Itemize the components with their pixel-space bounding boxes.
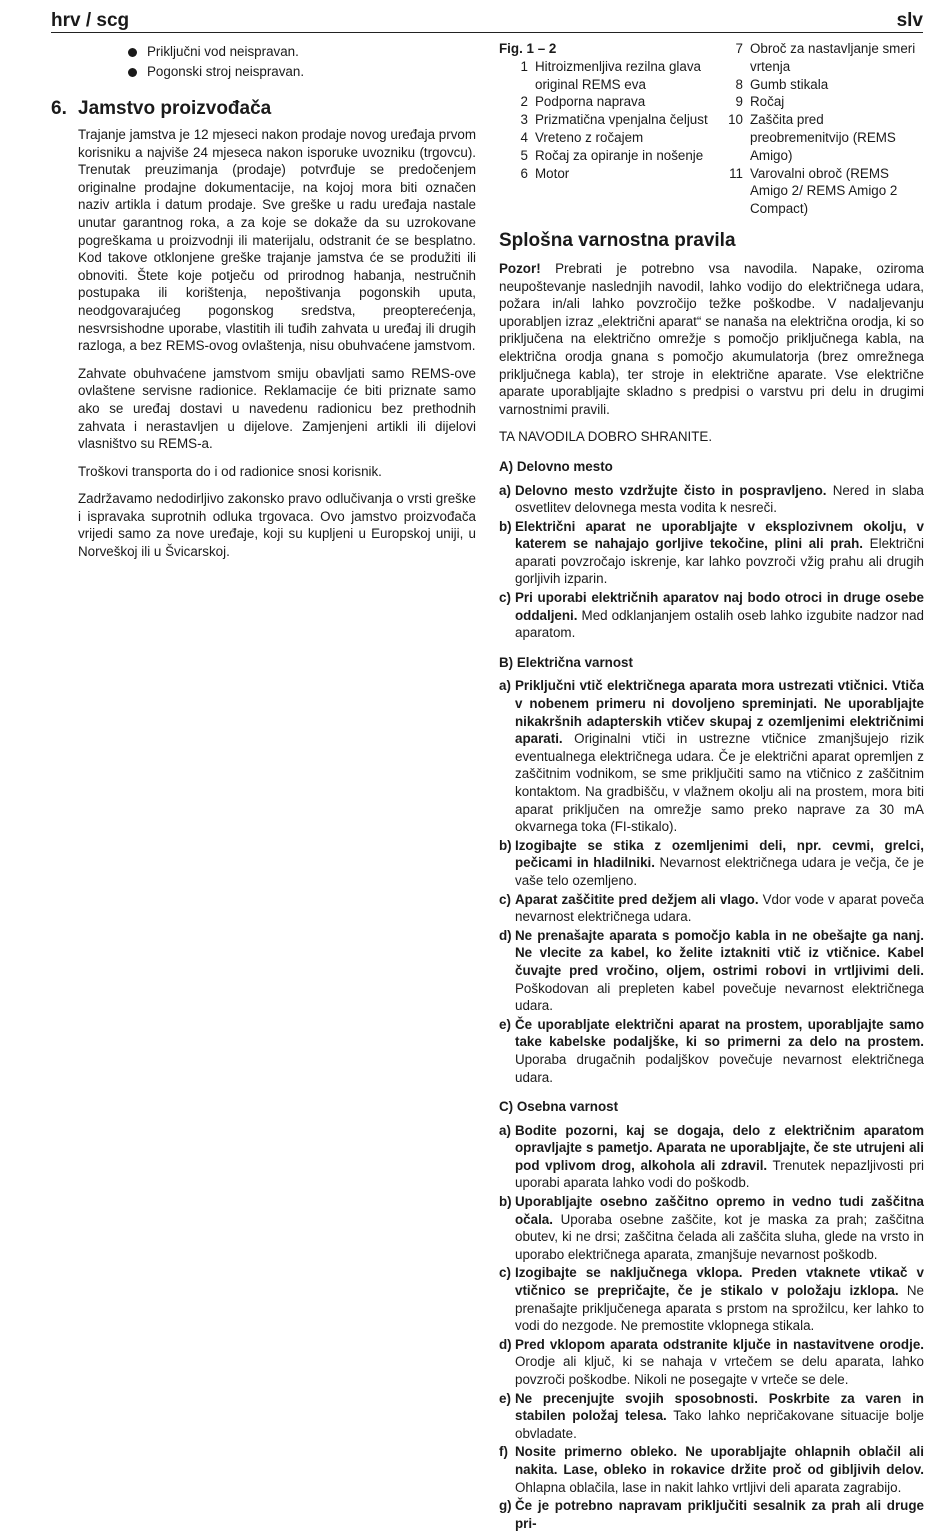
item-label: d) (499, 1336, 512, 1352)
list-item: Pogonski stroj neispravan. (147, 62, 476, 82)
left-column (51, 40, 476, 561)
page-title: Splošna varnostna pravila (499, 229, 736, 251)
list-item (499, 1193, 924, 1263)
page-header (51, 8, 923, 33)
item-text: Delovno mesto vzdržujte čisto in pospravljeno. Nered in slaba osvetlitev delovnega mesta vodita k nesreči. (515, 482, 924, 516)
legend-item (499, 111, 709, 129)
legend-number: 5 (520, 147, 528, 163)
legend-label: Zaščita pred preobremenitvijo (REMS Amigo) (750, 112, 896, 163)
legend-number: 8 (735, 76, 743, 92)
legend-label: Podporna naprava (535, 94, 646, 110)
item-text: Izogibajte se naključnega vklopa. Preden vtaknete vtikač v vtičnico se prepričajte, če je stikalo v položaju izklopa. Ne prenašajte priključenega aparata s prstom na sprožilcu, ker lahko to vodi do nezgode. Ne premostite vklopnega stikala. (515, 1265, 924, 1334)
bullet-icon (128, 48, 137, 57)
legend-item (499, 58, 709, 94)
item-label: a) (499, 482, 511, 498)
language-right: slv (896, 10, 923, 31)
keep-instructions: TA NAVODILA DOBRO SHRANITE. (499, 429, 713, 445)
item-label: a) (499, 678, 511, 694)
legend-label: Varovalni obroč (REMS Amigo 2/ REMS Amigo 2 Compact) (750, 165, 898, 217)
legend-label: Ročaj za opiranje in nošenje (535, 147, 704, 163)
paragraph: Troškovi transporta do i od radionice snosi korisnik. (78, 463, 382, 479)
legend-item (499, 93, 709, 111)
paragraph: Zadržavamo nedodirljivo zakonsko pravo odlučivanja o vrsti greške i ispravaka suprotnih odluka trgovaca. Ovo jamstvo proizvođača vrijedi samo za nove uređaje, koji su kupljeni u Europskoj uniji, u Norveškoj ili u Švicarskoj. (78, 491, 476, 560)
legend-item (709, 40, 924, 76)
item-label: e) (499, 1390, 511, 1406)
figure-title: Fig. 1 – 2 (499, 41, 557, 56)
list-item (499, 1122, 924, 1192)
legend-item (709, 111, 924, 164)
figure-legend (499, 40, 924, 218)
legend-number: 2 (520, 94, 528, 110)
list-item (499, 1443, 924, 1496)
item-text: Aparat zaščitite pred dežjem ali vlago. Vdor vode v aparat poveča nevarnost električnega udara. (515, 891, 924, 925)
legend-number: 1 (520, 58, 528, 74)
legend-label: Prizmatična vpenjalna čeljust (535, 112, 708, 128)
item-label: b) (499, 518, 512, 534)
section-title: 6. Jamstvo proizvođača (51, 98, 272, 119)
right-column (499, 40, 924, 1533)
safety-sections (499, 458, 924, 1532)
item-text: Če je potrebno napravam priključiti sesalnik za prah ali druge pri- (515, 1498, 924, 1531)
item-label: d) (499, 927, 512, 943)
legend-label: Obroč za nastavljanje smeri vrtenja (750, 41, 916, 74)
legend-number: 9 (735, 94, 743, 110)
list-item (499, 837, 924, 890)
section-number: 6. (51, 98, 67, 119)
legend-label: Vreteno z ročajem (535, 129, 644, 145)
legend-number: 3 (520, 112, 528, 128)
item-text: Pri uporabi električnih aparatov naj bodo otroci in druge osebe oddaljeni. Med odklanjanjem ostalih oseb lahko izgubite nadzor nad aparatom. (515, 590, 924, 641)
item-label: c) (499, 590, 511, 606)
item-label: a) (499, 1122, 511, 1138)
list-item (499, 589, 924, 642)
list-item: Priključni vod neispravan. (147, 42, 476, 62)
legend-item (499, 165, 709, 183)
item-text: Izogibajte se stika z ozemljenimi deli, npr. cevmi, grelci, pečicami in hladilniki. Nevarnost električnega udara je večja, če je vaše telo ozemljeno. (515, 837, 924, 888)
list-item (499, 1016, 924, 1086)
item-text: Ne prenašajte aparata s pomočjo kabla in ne obešajte ga nanj. Ne vlecite za kabel, ko želite iztakniti vtič iz vtičnice. Kabel čuvajte pred vročino, oljem, ostrimi robovi in vrtljivimi deli. Poškodovan ali prepleten kabel povečuje nevarnost električnega udara. (515, 927, 924, 1014)
legend-item (499, 129, 709, 147)
list-item (499, 1336, 924, 1389)
item-text: Priključni vtič električnega aparata mora ustrezati vtičnici. Vtiča v nobenem primeru ni dovoljeno spreminjati. Ne uporabljajte nikakršnih adapterskih vtičev skupaj z ozemljenimi električnimi aparati. Originalni vtiči in ustrezne vtičnice zmanjšujejo rizik eventualnega električnega udara. Če je električni aparat opremljen z zaščitnim vodnikom, se sme priključiti samo na vtičnico z zaščitnim kontaktom. Na gradbišču, v vlažnem okolju ali na prostem, mora biti aparat priključen na omrežje samo preko naprave za 30 mA okvarnega toka (FI-stikalo). (515, 678, 924, 835)
list-item (499, 482, 924, 517)
item-text: Pred vklopom aparata odstranite ključe in nastavitvene orodje. Orodje ali ključ, ki se nahaja v vrtečem se delu aparata, lahko povzroči poškodbe. Nikoli ne posegajte v vrteče se dele. (515, 1336, 924, 1387)
item-text: Če uporabljate električni aparat na prostem, uporabljajte samo take kabelske podaljške, ki so primerni za delo na prostem. Uporaba drugačnih podaljškov povečuje nevarnost električnega udara. (515, 1016, 924, 1085)
section-heading: A) Delovno mesto (499, 458, 613, 474)
legend-label: Hitroizmenljiva rezilna glava original REMS eva (535, 58, 701, 92)
item-label: f) (499, 1444, 508, 1460)
legend-item (709, 93, 924, 111)
legend-label: Gumb stikala (750, 76, 829, 92)
legend-number: 10 (728, 112, 743, 128)
list-item (499, 1497, 924, 1532)
section-body (51, 126, 476, 561)
list-item (499, 1264, 924, 1334)
legend-label: Motor (535, 165, 570, 181)
language-left: hrv / scg (51, 10, 130, 31)
item-label: e) (499, 1016, 511, 1032)
paragraph: Zahvate obuhvaćene jamstvom smiju obavljati samo REMS-ove ovlaštene servisne radionice. Reklamacije će biti priznate samo ako se uređaj dostavi u navedenu radionicu bez prethodnih zahvata i nerastavljen u dijelove. Zamjenjeni artikli ili dijelovi vlasništvo su REMS-a. (78, 365, 476, 452)
item-text: Ne precenjujte svojih sposobnosti. Poskrbite za varen in stabilen položaj telesa. Tako lahko nepričakovane situacije bolje obvladate. (515, 1390, 924, 1441)
item-text: Bodite pozorni, kaj se dogaja, delo z električnim aparatom opravljajte s pametjo. Aparata ne uporabljajte, če ste utrujeni ali pod vplivom drog, alkohola ali zdravil. Trenutek nepazljivosti pri uporabi aparata lahko vodi do poškodb. (515, 1122, 924, 1191)
item-label: c) (499, 1265, 511, 1281)
list-item (499, 927, 924, 1015)
figure-legend-left (499, 40, 709, 218)
figure-legend-right (709, 40, 924, 218)
legend-label: Ročaj (750, 94, 785, 110)
item-text: Električni aparat ne uporabljajte v eksplozivnem okolju, v katerem se nahajajo gorljive tekočine, plini ali prah. Električni aparati povzročajo iskrenje, kar lahko povzroči vžig prahu ali drugih gorljivih izparin. (515, 518, 924, 587)
section-heading: B) Električna varnost (499, 654, 633, 670)
item-label: c) (499, 891, 511, 907)
list-item (499, 677, 924, 835)
legend-item (499, 147, 709, 165)
legend-number: 6 (520, 165, 528, 181)
legend-number: 11 (729, 165, 743, 181)
item-label: b) (499, 1194, 512, 1210)
legend-number: 4 (520, 129, 528, 145)
item-text: Nosite primerno obleko. Ne uporabljajte ohlapnih oblačil ali nakita. Lase, obleko in rokavice držite proč od gibljivih delov. Ohlapna oblačila, lase in nakit lahko vrtljivi deli aparata zagrabijo. (515, 1444, 924, 1495)
section-heading: C) Osebna varnost (499, 1099, 619, 1115)
paragraph: Trajanje jamstva je 12 mjeseci nakon prodaje novog uređaja prvom korisniku a najviše 24 mjeseca nakon isporuke uvozniku (trgovcu). Trenutak preuzimanja (prodaje) potvrđuje se predočenjem originalne prodajne dokumentacije, na kojoj mora biti označen naziv artikla i datum prodaje. Sve greške u radu uređaja nastale unutar garantnog roka, a za koje se dokaže da su uzrokovane pogreškama u proizvodnji ili materijalu, odstranit će se besplatno. Kod takove otklonjene greške trajanje jamstva će se produžiti ili obnoviti. Štete koje potječu od prirodnog habanja, nestručnih postupaka ili korištenja, nepoštivanja pogonskih uputa, neodgovarajućeg pogonskog sredstva, preopterećenja, nesvrsishodne uporabe, vlastitih ili tuđih zahvata u uređaj ili drugih razloga, a bez REMS-ovog ovlaštenja, nisu obuhvaćene jamstvom. (78, 127, 476, 354)
legend-number: 7 (735, 41, 743, 56)
legend-item (709, 165, 924, 218)
bullet-list (51, 42, 476, 82)
list-item (499, 518, 924, 588)
item-text: Uporabljajte osebno zaščitno opremo in vedno tudi zaščitna očala. Uporaba osebne zaščite, kot je maska za prah; zaščitna obutev, ki ne drsi; zaščitna čelada ali zaščita sluha, glede na vrsto in uporabo električnega aparata, zmanjšuje nevarnost poškodb. (515, 1194, 924, 1262)
item-label: g) (499, 1498, 512, 1514)
list-item (499, 891, 924, 926)
item-label: b) (499, 837, 512, 853)
legend-item (709, 76, 924, 94)
list-item (499, 1390, 924, 1443)
intro-paragraph: Pozor! Prebrati je potrebno vsa navodila. Napake, oziroma neupoštevanje naslednjih navodil, lahko vodijo do električnega udara, požara in/ali lahko povzročijo težke poškodbe. V nadaljevanju uporabljen izraz „električni aparat“ se nanaša na električna orodja, ki so priključena na električno omrežje s pomočjo priključnega kabla, na električna orodja gnana s pomočjo akumulatorja (brez omrežnega priključnega kabla), ter stroje in električne aparate. Vse električne aparate uporabljajte skladno s predpisi o varstvu pri delu in drugimi varnostnimi pravili. (499, 260, 924, 417)
bullet-icon (128, 68, 137, 77)
